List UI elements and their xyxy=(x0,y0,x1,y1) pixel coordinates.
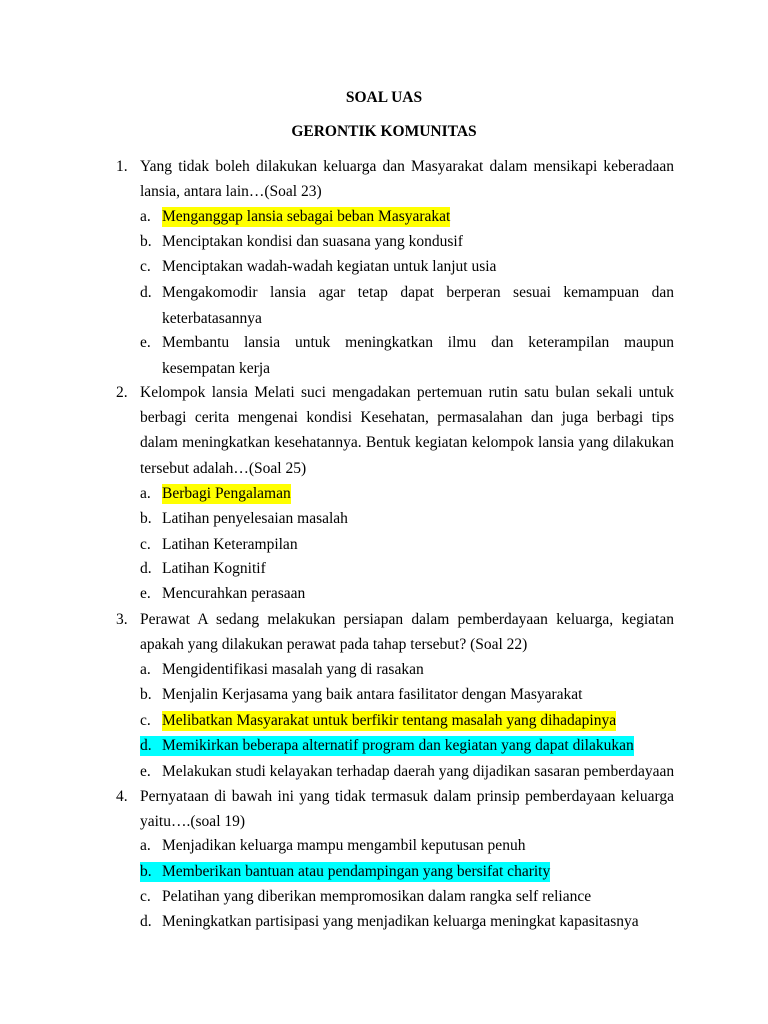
option-text: Membantu lansia untuk meningkatkan ilmu dan keterampilan maupun kesempatan kerja xyxy=(162,334,674,377)
option-letter: b. xyxy=(140,233,152,250)
option-text: Menjadikan keluarga mampu mengambil keputusan penuh xyxy=(162,837,526,854)
question-text: Pernyataan di bawah ini yang tidak termasuk dalam prinsip pemberdayaan keluarga yaitu….(soal 19) xyxy=(140,788,674,831)
option-letter: b. xyxy=(140,862,158,882)
option-letter: e. xyxy=(140,585,151,602)
option-text: Mengakomodir lansia agar tetap dapat berperan sesuai kemampuan dan keterbatasannya xyxy=(162,284,674,327)
question-text: Perawat A sedang melakukan persiapan dalam pemberdayaan keluarga, kegiatan apakah yang dilakukan perawat pada tahap tersebut? (Soal 22) xyxy=(140,611,674,654)
option-text: Pelatihan yang diberikan mempromosikan dalam rangka self reliance xyxy=(162,888,592,905)
option-letter: a. xyxy=(140,208,151,225)
option-letter: d. xyxy=(140,284,152,301)
option-text: Menjalin Kerjasama yang baik antara fasilitator dengan Masyarakat xyxy=(162,686,583,703)
option-text: Latihan Keterampilan xyxy=(162,536,298,553)
option-letter: c. xyxy=(140,258,151,275)
question-text: Kelompok lansia Melati suci mengadakan pertemuan rutin satu bulan sekali untuk berbagi cerita mengenai kondisi Kesehatan, permasalahan dan juga berbagi tips dalam meningkatkan kesehatannya. Bentuk kegiatan kelompok lansia yang dilakukan tersebut adalah…(Soal 25) xyxy=(140,384,674,477)
option-text: Mengidentifikasi masalah yang di rasakan xyxy=(162,661,424,678)
option-letter: b. xyxy=(140,686,152,703)
option-text: Meningkatkan partisipasi yang menjadikan keluarga meningkat kapasitasnya xyxy=(162,913,639,930)
option-letter: e. xyxy=(140,763,151,780)
option-letter: a. xyxy=(140,661,151,678)
option-letter: c. xyxy=(140,712,151,729)
option-letter: e. xyxy=(140,334,151,351)
document-subtitle: GERONTIK KOMUNITAS xyxy=(291,123,477,140)
option-letter: c. xyxy=(140,888,151,905)
option-letter: a. xyxy=(140,837,151,854)
option-letter: d. xyxy=(140,736,158,756)
option-text: Berbagi Pengalaman xyxy=(162,485,291,502)
question-text: Yang tidak boleh dilakukan keluarga dan Masyarakat dalam mensikapi keberadaan lansia, antara lain…(Soal 23) xyxy=(140,158,674,201)
document-title: SOAL UAS xyxy=(345,89,423,106)
option-text: Memberikan bantuan atau pendampingan yang bersifat charity xyxy=(162,863,551,880)
option-text: Menciptakan kondisi dan suasana yang kondusif xyxy=(162,233,463,250)
option-letter: d. xyxy=(140,913,152,930)
option-letter: a. xyxy=(140,485,151,502)
option-text: Menciptakan wadah-wadah kegiatan untuk lanjut usia xyxy=(162,258,497,275)
option-text: Mencurahkan perasaan xyxy=(162,585,306,602)
question-number: 4. xyxy=(116,788,128,805)
option-text: Latihan Kognitif xyxy=(162,560,266,577)
question-number: 1. xyxy=(116,158,128,175)
option-text: Memikirkan beberapa alternatif program dan kegiatan yang dapat dilakukan xyxy=(162,737,634,754)
question-number: 3. xyxy=(116,611,128,628)
option-letter: b. xyxy=(140,510,152,527)
option-letter: d. xyxy=(140,560,152,577)
option-text: Melakukan studi kelayakan terhadap daerah yang dijadikan sasaran pemberdayaan xyxy=(162,763,675,780)
option-text: Melibatkan Masyarakat untuk berfikir tentang masalah yang dihadapinya xyxy=(162,712,617,729)
option-text: Latihan penyelesaian masalah xyxy=(162,510,348,527)
option-letter: c. xyxy=(140,536,151,553)
question-number: 2. xyxy=(116,384,128,401)
option-text: Menganggap lansia sebagai beban Masyarakat xyxy=(162,208,451,225)
